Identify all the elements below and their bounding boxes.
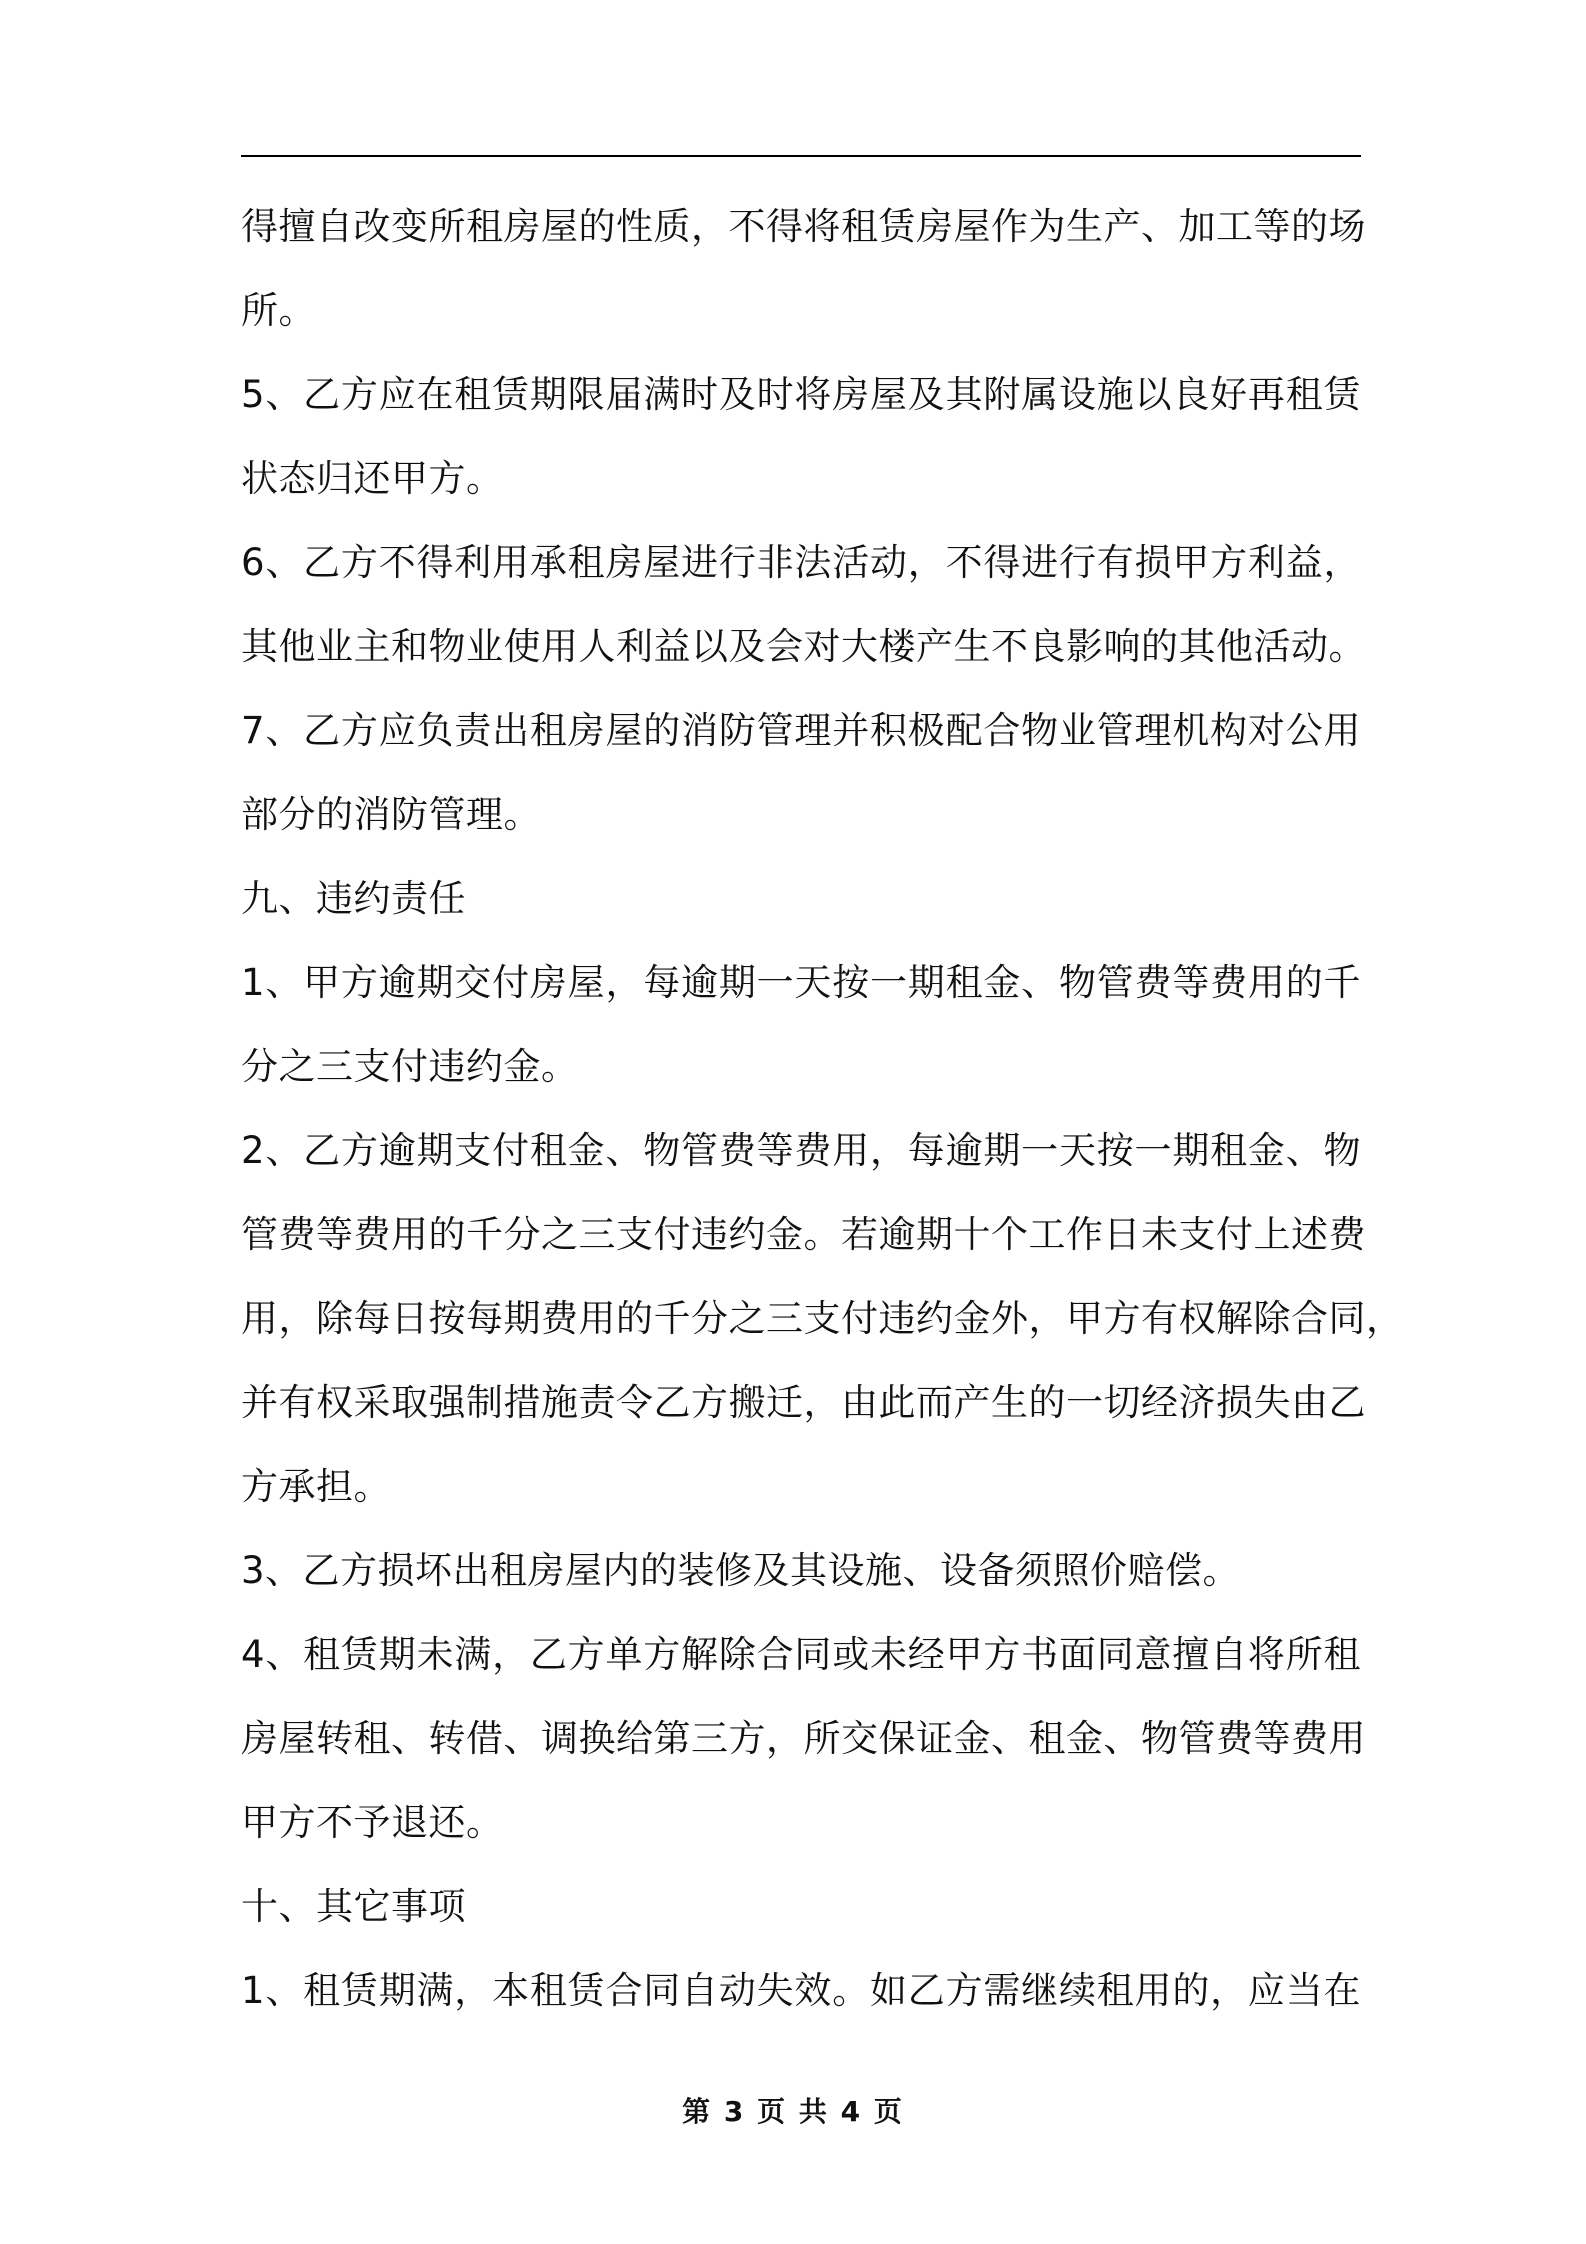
- text-line: 状态归还甲方。: [241, 457, 504, 500]
- text-line: 所。: [241, 289, 316, 332]
- text-line: 1、租赁期满，本租赁合同自动失效。如乙方需继续租用的，应当在: [241, 1969, 1361, 2012]
- text-line: 6、乙方不得利用承租房屋进行非法活动，不得进行有损甲方利益，: [241, 541, 1361, 584]
- text-line: 方承担。: [241, 1465, 391, 1508]
- text-line: 2、乙方逾期支付租金、物管费等费用，每逾期一天按一期租金、物: [241, 1129, 1361, 1172]
- text-line: 部分的消防管理。: [241, 793, 541, 836]
- page-number: 第 3 页 共 4 页: [682, 2095, 904, 2128]
- text-line: 并有权采取强制措施责令乙方搬迁，由此而产生的一切经济损失由乙: [241, 1381, 1366, 1424]
- section-heading: 九、违约责任: [241, 877, 466, 920]
- text-line: 其他业主和物业使用人利益以及会对大楼产生不良影响的其他活动。: [241, 625, 1366, 668]
- text-line: 5、乙方应在租赁期限届满时及时将房屋及其附属设施以良好再租赁: [241, 373, 1361, 416]
- document-body: [241, 185, 1404, 2033]
- text-line: 7、乙方应负责出租房屋的消防管理并积极配合物业管理机构对公用: [241, 709, 1361, 752]
- text-line: 1、甲方逾期交付房屋，每逾期一天按一期租金、物管费等费用的千: [241, 961, 1361, 1004]
- text-line: 得擅自改变所租房屋的性质，不得将租赁房屋作为生产、加工等的场: [241, 205, 1366, 248]
- text-line: 分之三支付违约金。: [241, 1045, 579, 1088]
- text-line: 4、租赁期未满，乙方单方解除合同或未经甲方书面同意擅自将所租: [241, 1633, 1361, 1676]
- header-rule: [241, 155, 1361, 157]
- text-line: 房屋转租、转借、调换给第三方，所交保证金、租金、物管费等费用: [241, 1717, 1366, 1760]
- text-line: 管费等费用的千分之三支付违约金。若逾期十个工作日未支付上述费: [241, 1213, 1366, 1256]
- text-line: 甲方不予退还。: [241, 1801, 504, 1844]
- section-heading: 十、其它事项: [241, 1885, 466, 1928]
- text-line: 3、乙方损坏出租房屋内的装修及其设施、设备须照价赔偿。: [241, 1549, 1241, 1592]
- text-line: 用，除每日按每期费用的千分之三支付违约金外，甲方有权解除合同，: [241, 1297, 1404, 1340]
